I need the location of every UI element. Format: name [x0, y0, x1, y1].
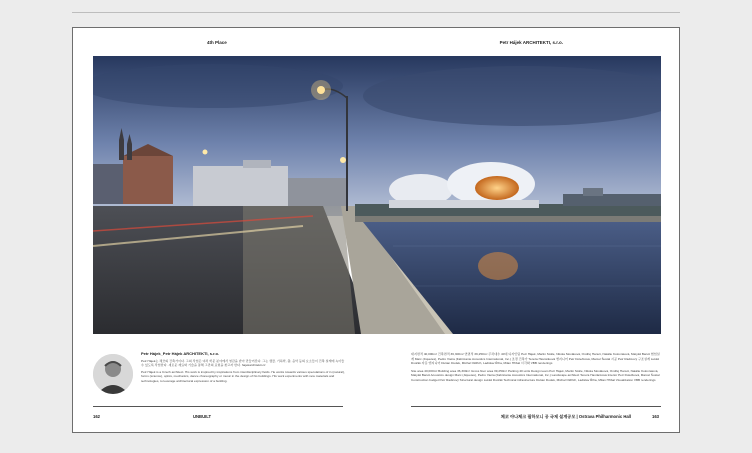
page-number-right: 163	[652, 414, 659, 419]
architect-bio-english: Petr Hájek is a Czech architect. His work is inspired by inspirations from interdisciplinary fields. He works towards various speculations of in (natural), forms (science), optics, mechanics, dance choreography or music in the design of his buildings. His work experiments with new materials and technologies, to leverage architectural expression of a building.	[141, 369, 345, 383]
project-info-korean: 대지면적 40,000m² 건축면적 36,300m² 연면적 39,250m² 주차대수 40대 디자인팀 Petr Hájek, Martin Stolle, Nikola Slováková, Ondřej Hanuš, Natálie Kolovratová, Matyáš Baruš 협업설계 Marc (Jiquetes), Pedro Vieira (Fabricante Acoustics International, Inc.) 조경 건축가 Tereza Havránková 엔지니어 Petr Dolečková, Marcel Šustal 시공 Petr Radicový 구조설계 Lukáš Dvořák 자문 엔지니어 Dušan Dudek, Michal Oldřich, Ladislav Říha, Milan Hříbal 시각화 VBB renderings	[411, 352, 660, 366]
publication-name: UNBUILT	[193, 414, 212, 419]
running-header-right: Petr Hájek ARCHITEKTI, s.r.o.	[499, 40, 563, 45]
top-rule	[72, 12, 680, 13]
architect-bio	[141, 352, 347, 384]
project-info-english: Site area 40,000m² Building area 36,300m² Gross floor area 39,250m² Parking 40 units Design team Petr Hájek, Martin Stolle, Nikola Slováková, Ondřej Hanuš, Natálie Kolovratová, Matyáš Baruš Acoustics design Marc (Jiquetes), Pedro Vieira (Fabricante Acoustics International, Inc.) Landscape architect Tereza Havránková Interior Petr Dolečková, Marcel Šustal Construction budget Petr Radicový Structural design Lukáš Dvořák Technical infrastructure Dušan Dudek, Michal Oldřich, Ladislav Říha, Milan Hříbal Visualization VBB renderings	[411, 368, 660, 382]
footer-rule-right	[411, 406, 661, 407]
footer-rule-left	[93, 406, 343, 407]
project-rendering-photo	[93, 56, 661, 334]
architect-name: Petr Hájek_Petr Hájek ARCHITEKTI, s.r.o.	[141, 351, 220, 356]
magazine-spread	[72, 27, 680, 433]
project-info	[411, 352, 661, 383]
architect-bio-korean: Petr Hájek는 체코의 건축가이다. 그의 작업은 여러 학문 분야에서 영감을 받아 만들어진다. 그는 생물, 기하학, 춤, 음악 등의 요소들이 건축 설계에 녹아들 수 있도록 작업한다. 새로운 재료와 기술을 통해 그만의 표현을 찾고자 한다. hajekarchitekti.cz	[141, 358, 345, 368]
running-header-left: 4th Place	[207, 40, 227, 45]
page-number-left: 162	[93, 414, 100, 419]
architect-portrait	[93, 354, 133, 394]
article-title: 체코 야나체크 필하모니 공 국제 설계공모 | Ostrava Philharmonic Hall	[500, 414, 631, 419]
